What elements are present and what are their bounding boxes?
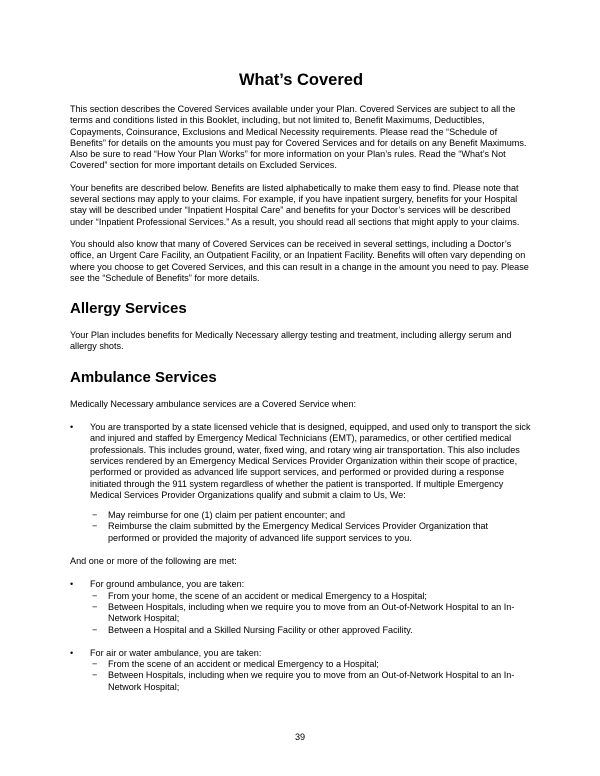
allergy-text: Your Plan includes benefits for Medically Necessary allergy testing and treatment, including allergy serum and allergy shots. <box>70 330 512 352</box>
bullet-text: For ground ambulance, you are taken: <box>90 579 245 590</box>
dash-mark: − <box>92 601 98 612</box>
list-item <box>90 670 532 693</box>
and-one-more-text: And one or more of the following are met: <box>70 556 237 567</box>
sublist <box>90 591 532 636</box>
list-item-text: Between Hospitals, including when we require you to move from an Out-of-Network Hospital to an In-Network Hospital; <box>108 601 515 624</box>
list-item-text: From the scene of an accident or medical Emergency to a Hospital; <box>108 659 379 670</box>
dash-mark: − <box>92 659 98 670</box>
list-item-text: From your home, the scene of an accident or medical Emergency to a Hospital; <box>108 590 427 601</box>
page-title: What’s Covered <box>238 71 364 89</box>
bullet-mark: • <box>70 647 74 658</box>
dash-mark: − <box>92 670 98 681</box>
bullet-mark: • <box>70 579 74 590</box>
list-item <box>90 521 532 544</box>
intro-paragraph-2: Your benefits are described below. Benefits are listed alphabetically to make them easy to find. Please note that several sections may apply to your claims. For example, if you have inpatient surgery, benefits for your Hospital stay will be described under “Inpatient Hospital Care” and benefits for your Doctor’s services will be described under “Inpatient Professional Services.” As a result, you should read all sections that might apply to your claims. <box>70 182 520 227</box>
list-item-text: Reimburse the claim submitted by the Emergency Medical Services Provider Organization that performed or provided the majority of advanced life support services to you. <box>108 521 489 543</box>
list-item <box>90 659 532 670</box>
intro-paragraph-3: You should also know that many of Covered Services can be received in several settings, including a Doctor’s office, an Urgent Care Facility, an Outpatient Facility, or an Inpatient Facility. Benefits will often vary depending on where you choose to get Covered Services, and this can result in a change in the amount you need to pay. Please see the “Schedule of Benefits” for more details. <box>70 238 529 283</box>
page-content <box>70 60 532 705</box>
bullet-text: For air or water ambulance, you are taken: <box>90 647 262 658</box>
list-item-text: Between a Hospital and a Skilled Nursing Facility or other approved Facility. <box>108 624 413 635</box>
sublist <box>90 659 532 693</box>
bullet-text: You are transported by a state licensed vehicle that is designed, equipped, and used only to transport the sick and injured and staffed by Emergency Medical Technicians (EMT), paramedics, or other certified medical professionals. This includes ground, water, fixed wing, and rotary wing air transportation. This also includes services rendered by an Emergency Medical Services Provider Organization within their scope of practice, performed or provided as advanced life support services, and performed or provided during a response initiated through the 911 system regardless of whether the patient is transported. If multiple Emergency Medical Services Provider Organizations qualify and submit a claim to Us, We: <box>90 422 531 500</box>
list-item <box>90 625 532 636</box>
ambulance-bullet-ground <box>70 579 532 635</box>
ambulance-bullet-transport <box>70 422 532 544</box>
ambulance-bullet-air <box>70 648 532 693</box>
dash-mark: − <box>92 590 98 601</box>
ambulance-lead: Medically Necessary ambulance services are a Covered Service when: <box>70 398 357 409</box>
dash-mark: − <box>92 624 98 635</box>
bullet-mark: • <box>70 422 74 433</box>
list-item-text: Between Hospitals, including when we require you to move from an Out-of-Network Hospital to an In-Network Hospital; <box>108 670 515 692</box>
dash-mark: − <box>92 521 98 532</box>
list-item <box>90 591 532 602</box>
page-number: 39 <box>294 732 306 742</box>
ambulance-heading: Ambulance Services <box>70 368 217 386</box>
list-item-text: May reimburse for one (1) claim per patient encounter; and <box>108 510 346 521</box>
list-item <box>90 602 532 625</box>
dash-mark: − <box>92 510 98 521</box>
sublist <box>90 510 532 544</box>
list-item <box>90 510 532 521</box>
allergy-heading: Allergy Services <box>70 300 187 318</box>
intro-paragraph-1: This section describes the Covered Services available under your Plan. Covered Services are subject to all the terms and conditions listed in this Booklet, including, but not limited to, Benefit Maximums, Deductibles, Copayments, Coinsurance, Exclusions and Medical Necessity requirements. Please read the “Schedule of Benefits” for details on the amounts you must pay for Covered Services and for details on any Benefit Maximums. Also be sure to read “How Your Plan Works” for more information on your Plan’s rules. Read the “What’s Not Covered” section for more important details on Excluded Services. <box>70 104 527 171</box>
